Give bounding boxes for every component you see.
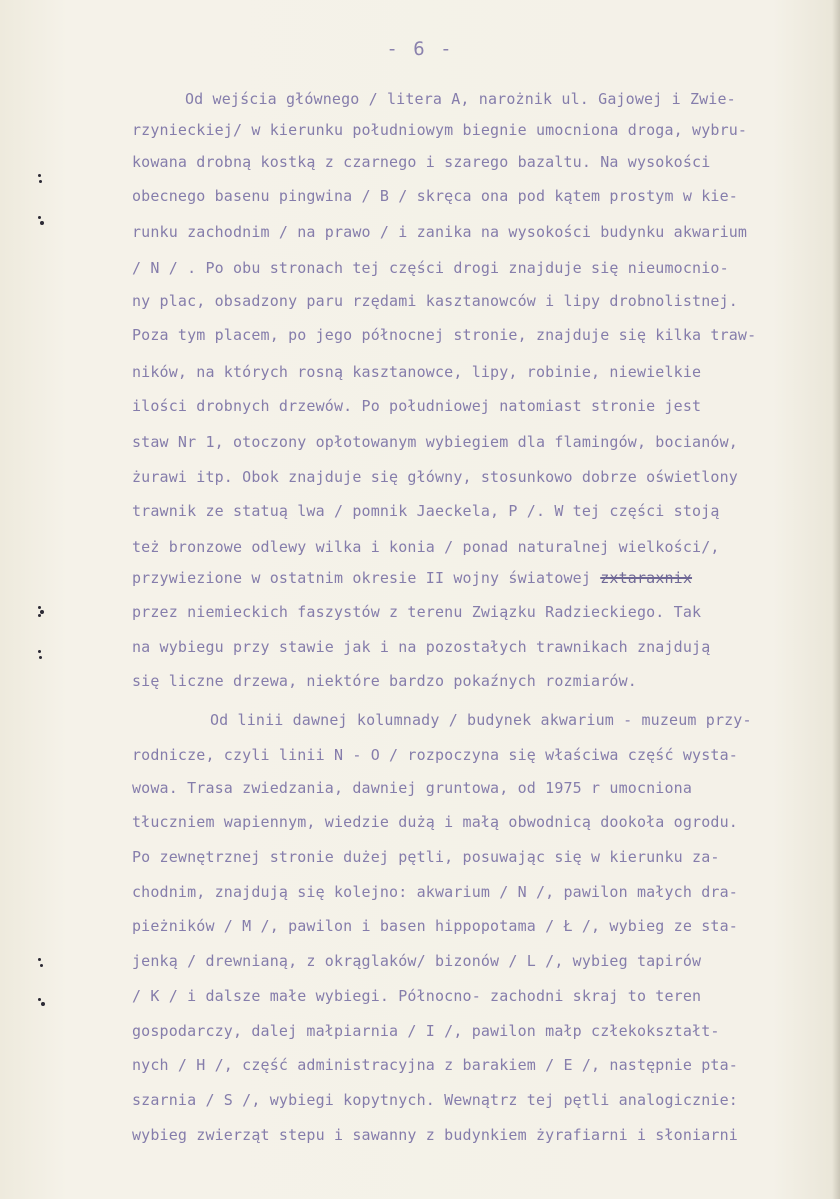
text-line: kowana drobną kostką z czarnego i szarego bazaltu. Na wysokości — [132, 153, 711, 171]
text-line: obecnego basenu pingwina / B / skręca ona pod kątem prostym w kie- — [132, 187, 738, 205]
margin-punch-mark — [36, 958, 46, 972]
text-line: też bronzowe odlewy wilka i konia / ponad naturalnej wielkości/, — [132, 538, 720, 556]
text-line: jenką / drewnianą, z okrąglaków/ bizonów / L /, wybieg tapirów — [132, 952, 702, 970]
struck-out-word: zxtaraxnix — [600, 569, 693, 587]
text-line: trawnik ze statuą lwa / pomnik Jaeckela, P /. W tej części stoją — [132, 502, 720, 520]
text-line: tłuczniem wapiennym, wiedzie dużą i małą obwodnicą dookoła ogrodu. — [132, 813, 738, 831]
text-line: ników, na których rosną kasztanowce, lipy, robinie, niewielkie — [132, 363, 702, 381]
text-line: nych / H /, część administracyjna z barakiem / E /, następnie pta- — [132, 1056, 738, 1074]
text-line: rodnicze, czyli linii N - O / rozpoczyna się właściwa część wysta- — [132, 746, 738, 764]
text-line: Poza tym placem, po jego północnej stronie, znajduje się kilka traw- — [132, 326, 757, 344]
text-line-content: przywiezione w ostatnim okresie II wojny światowej — [132, 569, 592, 587]
margin-punch-mark — [36, 606, 46, 620]
text-line: Po zewnętrznej stronie dużej pętli, posuwając się w kierunku za- — [132, 848, 720, 866]
text-line: Od wejścia głównego / litera A, narożnik ul. Gajowej i Zwie- — [185, 90, 736, 108]
text-line — [132, 568, 692, 588]
page-number: - 6 - — [386, 38, 454, 60]
text-line: rzynieckiej/ w kierunku południowym biegnie umocniona droga, wybru- — [132, 121, 748, 139]
text-line: ilości drobnych drzewów. Po południowej natomiast stronie jest — [132, 397, 702, 415]
text-line: się liczne drzewa, niektóre bardzo pokaźnych rozmiarów. — [132, 672, 637, 690]
text-line: wybieg zwierząt stepu i sawanny z budynkiem żyrafiarni i słoniarni — [132, 1126, 738, 1144]
text-line: na wybiegu przy stawie jak i na pozostałych trawnikach znajdują — [132, 638, 711, 656]
text-line: ny plac, obsadzony paru rzędami kasztanowców i lipy drobnolistnej. — [132, 292, 738, 310]
margin-punch-mark — [36, 216, 46, 230]
text-line: gospodarczy, dalej małpiarnia / I /, pawilon małp człekokształt- — [132, 1022, 720, 1040]
margin-punch-mark — [36, 998, 46, 1012]
margin-punch-mark — [36, 650, 46, 664]
text-line: staw Nr 1, otoczony opłotowanym wybiegiem dla flamingów, bocianów, — [132, 433, 738, 451]
text-line: żurawi itp. Obok znajduje się główny, stosunkowo dobrze oświetlony — [132, 468, 738, 486]
page-edge-shadow — [832, 0, 840, 1199]
text-line: runku zachodnim / na prawo / i zanika na wysokości budynku akwarium — [132, 223, 748, 241]
text-line: przez niemieckich faszystów z terenu Związku Radzieckiego. Tak — [132, 603, 702, 621]
text-line: chodnim, znajdują się kolejno: akwarium / N /, pawilon małych dra- — [132, 883, 738, 901]
text-line: Od linii dawnej kolumnady / budynek akwarium - muzeum przy- — [210, 711, 752, 729]
text-line: / K / i dalsze małe wybiegi. Północno- zachodni skraj to teren — [132, 987, 702, 1005]
margin-punch-mark — [36, 174, 46, 188]
text-line: wowa. Trasa zwiedzania, dawniej gruntowa, od 1975 r umocniona — [132, 779, 693, 797]
text-line: / N / . Po obu stronach tej części drogi znajduje się nieumocnio- — [132, 259, 729, 277]
text-line: szarnia / S /, wybiegi kopytnych. Wewnątrz tej pętli analogicznie: — [132, 1091, 738, 1109]
text-line: pieżników / M /, pawilon i basen hippopotama / Ł /, wybieg ze sta- — [132, 917, 738, 935]
